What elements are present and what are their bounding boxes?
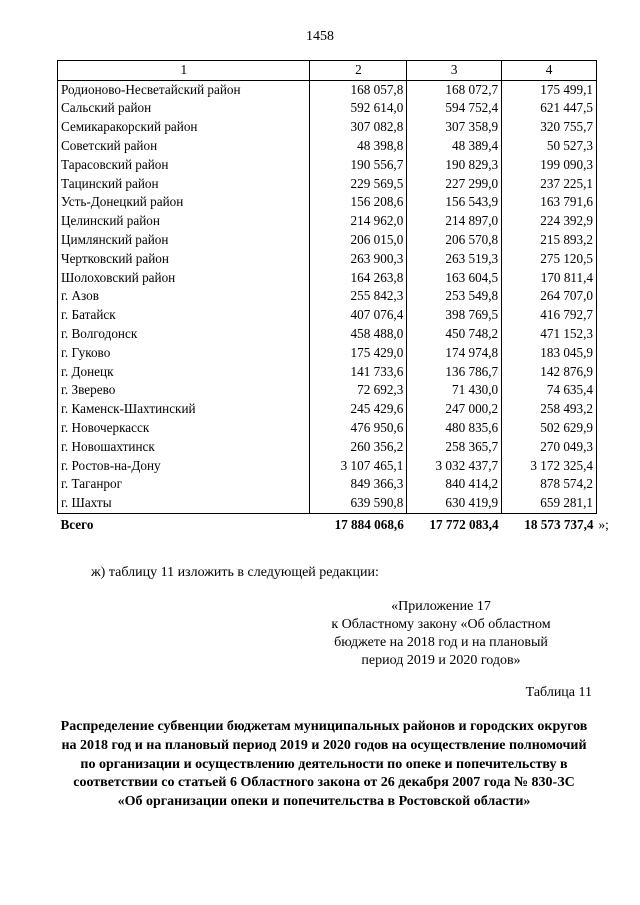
table-row xyxy=(58,438,597,457)
column-header: 4 xyxy=(502,61,597,81)
amount-cell: 264 707,0 xyxy=(502,287,597,306)
table-caption: Таблица 11 xyxy=(525,685,592,700)
total-row xyxy=(58,513,597,536)
table-row xyxy=(58,344,597,363)
amount-cell: 156 543,9 xyxy=(407,193,502,212)
total-amount: 18 573 737,4 xyxy=(524,516,594,532)
total-amount-cell xyxy=(502,513,609,536)
amount-cell: 183 045,9 xyxy=(502,344,597,363)
table-row xyxy=(58,174,597,193)
amount-cell: 840 414,2 xyxy=(407,475,502,494)
amount-cell: 458 488,0 xyxy=(310,325,407,344)
amount-cell: 214 897,0 xyxy=(407,212,502,231)
municipality-name-cell: г. Ростов-на-Дону xyxy=(58,456,310,475)
municipality-name-cell: Тацинский район xyxy=(58,174,310,193)
amount-cell: 3 172 325,4 xyxy=(502,456,597,475)
amount-cell: 849 366,3 xyxy=(310,475,407,494)
document-title: Распределение субвенции бюджетам муниципальных районов и городских округов на 2018 год и на плановый период 2019 и 2020 годов на осуществление полномочий по организации и осуществлению деятельности по опеке и попечительству в соответствии со статьей 6 Областного закона от 26 декабря 2007 года № 830-ЗС «Об организации опеки и попечительства в Ростовской области» xyxy=(60,719,588,810)
amount-cell: 476 950,6 xyxy=(310,419,407,438)
table-header-row xyxy=(58,61,597,81)
municipality-name-cell: Семикаракорский район xyxy=(58,118,310,137)
closing-quote-mark: »; xyxy=(598,516,609,532)
amount-cell: 320 755,7 xyxy=(502,118,597,137)
amount-cell: 74 635,4 xyxy=(502,381,597,400)
amount-cell: 630 419,9 xyxy=(407,494,502,513)
table-row xyxy=(58,250,597,269)
municipality-name-cell: г. Таганрог xyxy=(58,475,310,494)
amount-cell: 142 876,9 xyxy=(502,362,597,381)
amount-cell: 398 769,5 xyxy=(407,306,502,325)
amount-cell: 224 392,9 xyxy=(502,212,597,231)
appendix-line: к Областному закону «Об областном xyxy=(331,617,551,632)
table-row xyxy=(58,268,597,287)
subvention-table xyxy=(57,60,609,536)
table-body xyxy=(58,61,609,536)
amount-cell: 3 107 465,1 xyxy=(310,456,407,475)
amount-cell: 639 590,8 xyxy=(310,494,407,513)
municipality-name-cell: г. Каменск-Шахтинский xyxy=(58,400,310,419)
table-row xyxy=(58,381,597,400)
amount-cell: 621 447,5 xyxy=(502,99,597,118)
table-row xyxy=(58,156,597,175)
municipality-name-cell: г. Азов xyxy=(58,287,310,306)
table-row xyxy=(58,80,597,99)
municipality-name-cell: Родионово-Несветайский район xyxy=(58,80,310,99)
municipality-name-cell: г. Донецк xyxy=(58,362,310,381)
amount-cell: 168 072,7 xyxy=(407,80,502,99)
amount-cell: 480 835,6 xyxy=(407,419,502,438)
appendix-line: период 2019 и 2020 годов» xyxy=(361,653,521,668)
amount-cell: 48 389,4 xyxy=(407,137,502,156)
table-row xyxy=(58,306,597,325)
column-header: 1 xyxy=(58,61,310,81)
amount-cell: 270 049,3 xyxy=(502,438,597,457)
municipality-name-cell: Шолоховский район xyxy=(58,268,310,287)
amount-cell: 227 299,0 xyxy=(407,174,502,193)
table-row xyxy=(58,362,597,381)
amount-cell: 163 791,6 xyxy=(502,193,597,212)
municipality-name-cell: Тарасовский район xyxy=(58,156,310,175)
amount-cell: 263 900,3 xyxy=(310,250,407,269)
amount-cell: 407 076,4 xyxy=(310,306,407,325)
column-header: 3 xyxy=(407,61,502,81)
amendment-text: ж) таблицу 11 изложить в следующей редакции: xyxy=(91,565,379,580)
table-row xyxy=(58,212,597,231)
total-label: Всего xyxy=(60,516,94,532)
total-amount: 17 884 068,6 xyxy=(334,516,404,532)
table-row xyxy=(58,193,597,212)
amount-cell: 215 893,2 xyxy=(502,231,597,250)
appendix-line: бюджете на 2018 год и на плановый xyxy=(334,635,548,650)
municipality-name-cell: Советский район xyxy=(58,137,310,156)
table-row xyxy=(58,231,597,250)
amount-cell: 245 429,6 xyxy=(310,400,407,419)
amount-cell: 175 499,1 xyxy=(502,80,597,99)
amount-cell: 450 748,2 xyxy=(407,325,502,344)
municipality-name-cell: Сальский район xyxy=(58,99,310,118)
table-row xyxy=(58,325,597,344)
total-amount-cell xyxy=(310,513,407,536)
amount-cell: 229 569,5 xyxy=(310,174,407,193)
table-row xyxy=(58,99,597,118)
amount-cell: 253 549,8 xyxy=(407,287,502,306)
amount-cell: 136 786,7 xyxy=(407,362,502,381)
amount-cell: 258 493,2 xyxy=(502,400,597,419)
total-amount-cell xyxy=(407,513,502,536)
column-header: 2 xyxy=(310,61,407,81)
municipality-name-cell: Целинский район xyxy=(58,212,310,231)
amount-cell: 168 057,8 xyxy=(310,80,407,99)
appendix-reference xyxy=(314,598,568,670)
amount-cell: 416 792,7 xyxy=(502,306,597,325)
amount-cell: 156 208,6 xyxy=(310,193,407,212)
amount-cell: 72 692,3 xyxy=(310,381,407,400)
amount-cell: 199 090,3 xyxy=(502,156,597,175)
municipality-name-cell: г. Гуково xyxy=(58,344,310,363)
municipality-name-cell: Чертковский район xyxy=(58,250,310,269)
municipality-name-cell: г. Батайск xyxy=(58,306,310,325)
table-row xyxy=(58,400,597,419)
table-row xyxy=(58,494,597,513)
amount-cell: 247 000,2 xyxy=(407,400,502,419)
amount-cell: 592 614,0 xyxy=(310,99,407,118)
appendix-line: «Приложение 17 xyxy=(391,599,491,614)
amount-cell: 263 519,3 xyxy=(407,250,502,269)
table-row xyxy=(58,287,597,306)
municipality-name-cell: Усть-Донецкий район xyxy=(58,193,310,212)
table-row xyxy=(58,475,597,494)
amount-cell: 307 358,9 xyxy=(407,118,502,137)
amount-cell: 164 263,8 xyxy=(310,268,407,287)
table-row xyxy=(58,419,597,438)
municipality-name-cell: г. Зверево xyxy=(58,381,310,400)
amount-cell: 275 120,5 xyxy=(502,250,597,269)
municipality-name-cell: г. Шахты xyxy=(58,494,310,513)
amount-cell: 190 556,7 xyxy=(310,156,407,175)
municipality-name-cell: г. Новошахтинск xyxy=(58,438,310,457)
amount-cell: 237 225,1 xyxy=(502,174,597,193)
amount-cell: 258 365,7 xyxy=(407,438,502,457)
table-row xyxy=(58,118,597,137)
amount-cell: 206 570,8 xyxy=(407,231,502,250)
amount-cell: 307 082,8 xyxy=(310,118,407,137)
amount-cell: 471 152,3 xyxy=(502,325,597,344)
amount-cell: 48 398,8 xyxy=(310,137,407,156)
amount-cell: 3 032 437,7 xyxy=(407,456,502,475)
table-row xyxy=(58,137,597,156)
amount-cell: 163 604,5 xyxy=(407,268,502,287)
amount-cell: 659 281,1 xyxy=(502,494,597,513)
amount-cell: 594 752,4 xyxy=(407,99,502,118)
amount-cell: 71 430,0 xyxy=(407,381,502,400)
amount-cell: 878 574,2 xyxy=(502,475,597,494)
amount-cell: 190 829,3 xyxy=(407,156,502,175)
amount-cell: 141 733,6 xyxy=(310,362,407,381)
amount-cell: 50 527,3 xyxy=(502,137,597,156)
total-amount: 17 772 083,4 xyxy=(429,516,499,532)
municipality-name-cell: Цимлянский район xyxy=(58,231,310,250)
amount-cell: 170 811,4 xyxy=(502,268,597,287)
amount-cell: 502 629,9 xyxy=(502,419,597,438)
table-row xyxy=(58,456,597,475)
municipality-name-cell: г. Волгодонск xyxy=(58,325,310,344)
amount-cell: 255 842,3 xyxy=(310,287,407,306)
page-number: 1458 xyxy=(306,29,334,44)
amount-cell: 174 974,8 xyxy=(407,344,502,363)
amount-cell: 206 015,0 xyxy=(310,231,407,250)
municipality-name-cell: г. Новочеркасск xyxy=(58,419,310,438)
amount-cell: 175 429,0 xyxy=(310,344,407,363)
amount-cell: 214 962,0 xyxy=(310,212,407,231)
amount-cell: 260 356,2 xyxy=(310,438,407,457)
